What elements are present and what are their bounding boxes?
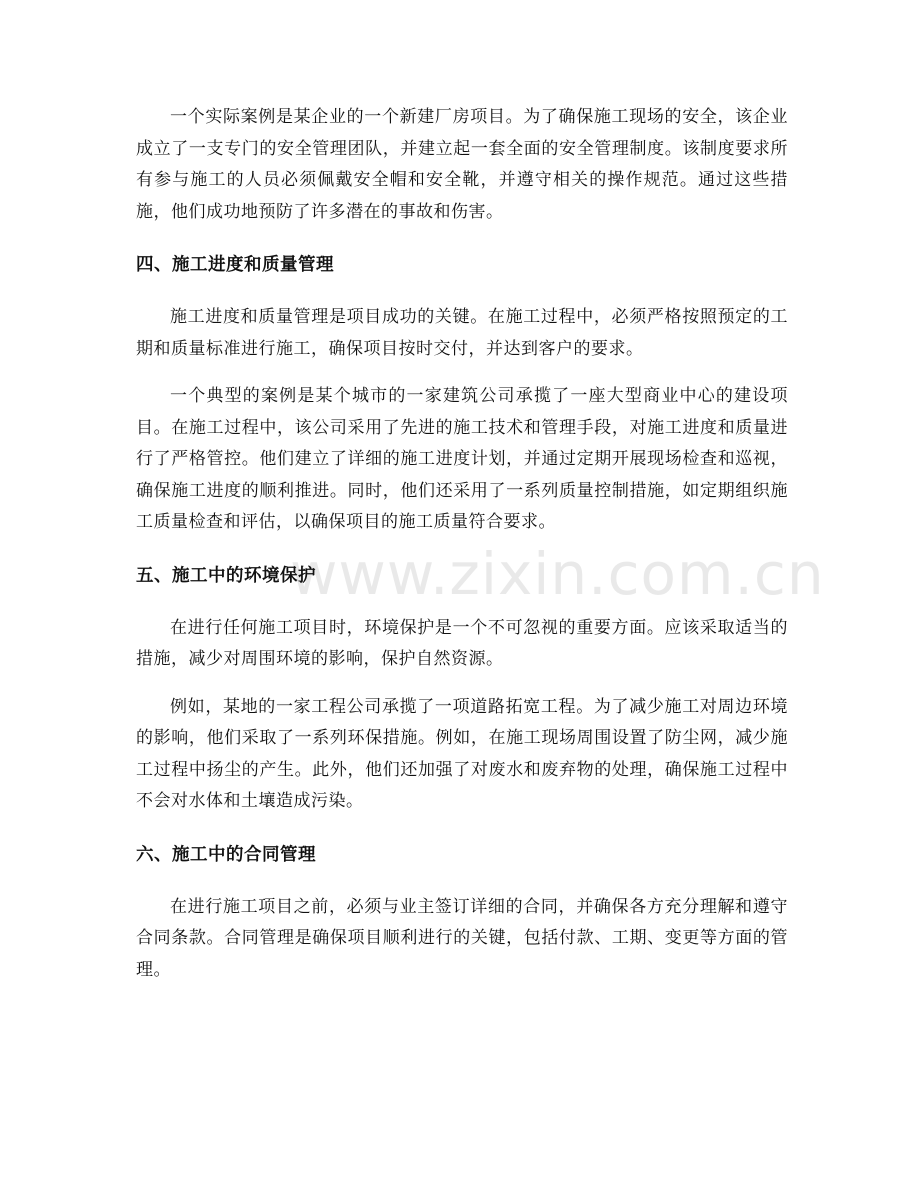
section-heading-environment: 五、施工中的环境保护 bbox=[136, 565, 316, 586]
document-body bbox=[136, 102, 788, 986]
paragraph-case-commercial-center: 一个典型的案例是某个城市的一家建筑公司承揽了一座大型商业中心的建设项目。在施工过程中，该公司采用了先进的施工技术和管理手段，对施工进度和质量进行了严格管控。他们建立了详细的施工进度计划，并通过定期开展现场检查和巡视，确保施工进度的顺利推进。同时，他们还采用了一系列质量控制措施，如定期组织施工质量检查和评估，以确保项目的施工质量符合要求。 bbox=[136, 386, 788, 532]
paragraph-progress-quality-intro: 施工进度和质量管理是项目成功的关键。在施工过程中，必须严格按照预定的工期和质量标准进行施工，确保项目按时交付，并达到客户的要求。 bbox=[136, 307, 788, 359]
paragraph-contract-intro: 在进行施工项目之前，必须与业主签订详细的合同，并确保各方充分理解和遵守合同条款。合同管理是确保项目顺利进行的关键，包括付款、工期、变更等方面的管理。 bbox=[136, 896, 788, 980]
watermark-text: www.zixin.com.cn bbox=[290, 540, 825, 608]
paragraph-case-road-widening: 例如，某地的一家工程公司承揽了一项道路拓宽工程。为了减少施工对周边环境的影响，他们采取了一系列环保措施。例如，在施工现场周围设置了防尘网，减少施工过程中扬尘的产生。此外，他们还加强了对废水和废弃物的处理，确保施工过程中不会对水体和土壤造成污染。 bbox=[136, 696, 788, 811]
paragraph-environment-intro: 在进行任何施工项目时，环境保护是一个不可忽视的重要方面。应该采取适当的措施，减少对周围环境的影响，保护自然资源。 bbox=[136, 617, 788, 669]
section-heading-contract: 六、施工中的合同管理 bbox=[136, 844, 316, 865]
section-heading-progress-quality: 四、施工进度和质量管理 bbox=[136, 255, 334, 275]
paragraph-case-factory-safety: 一个实际案例是某企业的一个新建厂房项目。为了确保施工现场的安全，该企业成立了一支专门的安全管理团队，并建立起一套全面的安全管理制度。该制度要求所有参与施工的人员必须佩戴安全帽和安全靴，并遵守相关的操作规范。通过这些措施，他们成功地预防了许多潜在的事故和伤害。 bbox=[136, 107, 788, 222]
